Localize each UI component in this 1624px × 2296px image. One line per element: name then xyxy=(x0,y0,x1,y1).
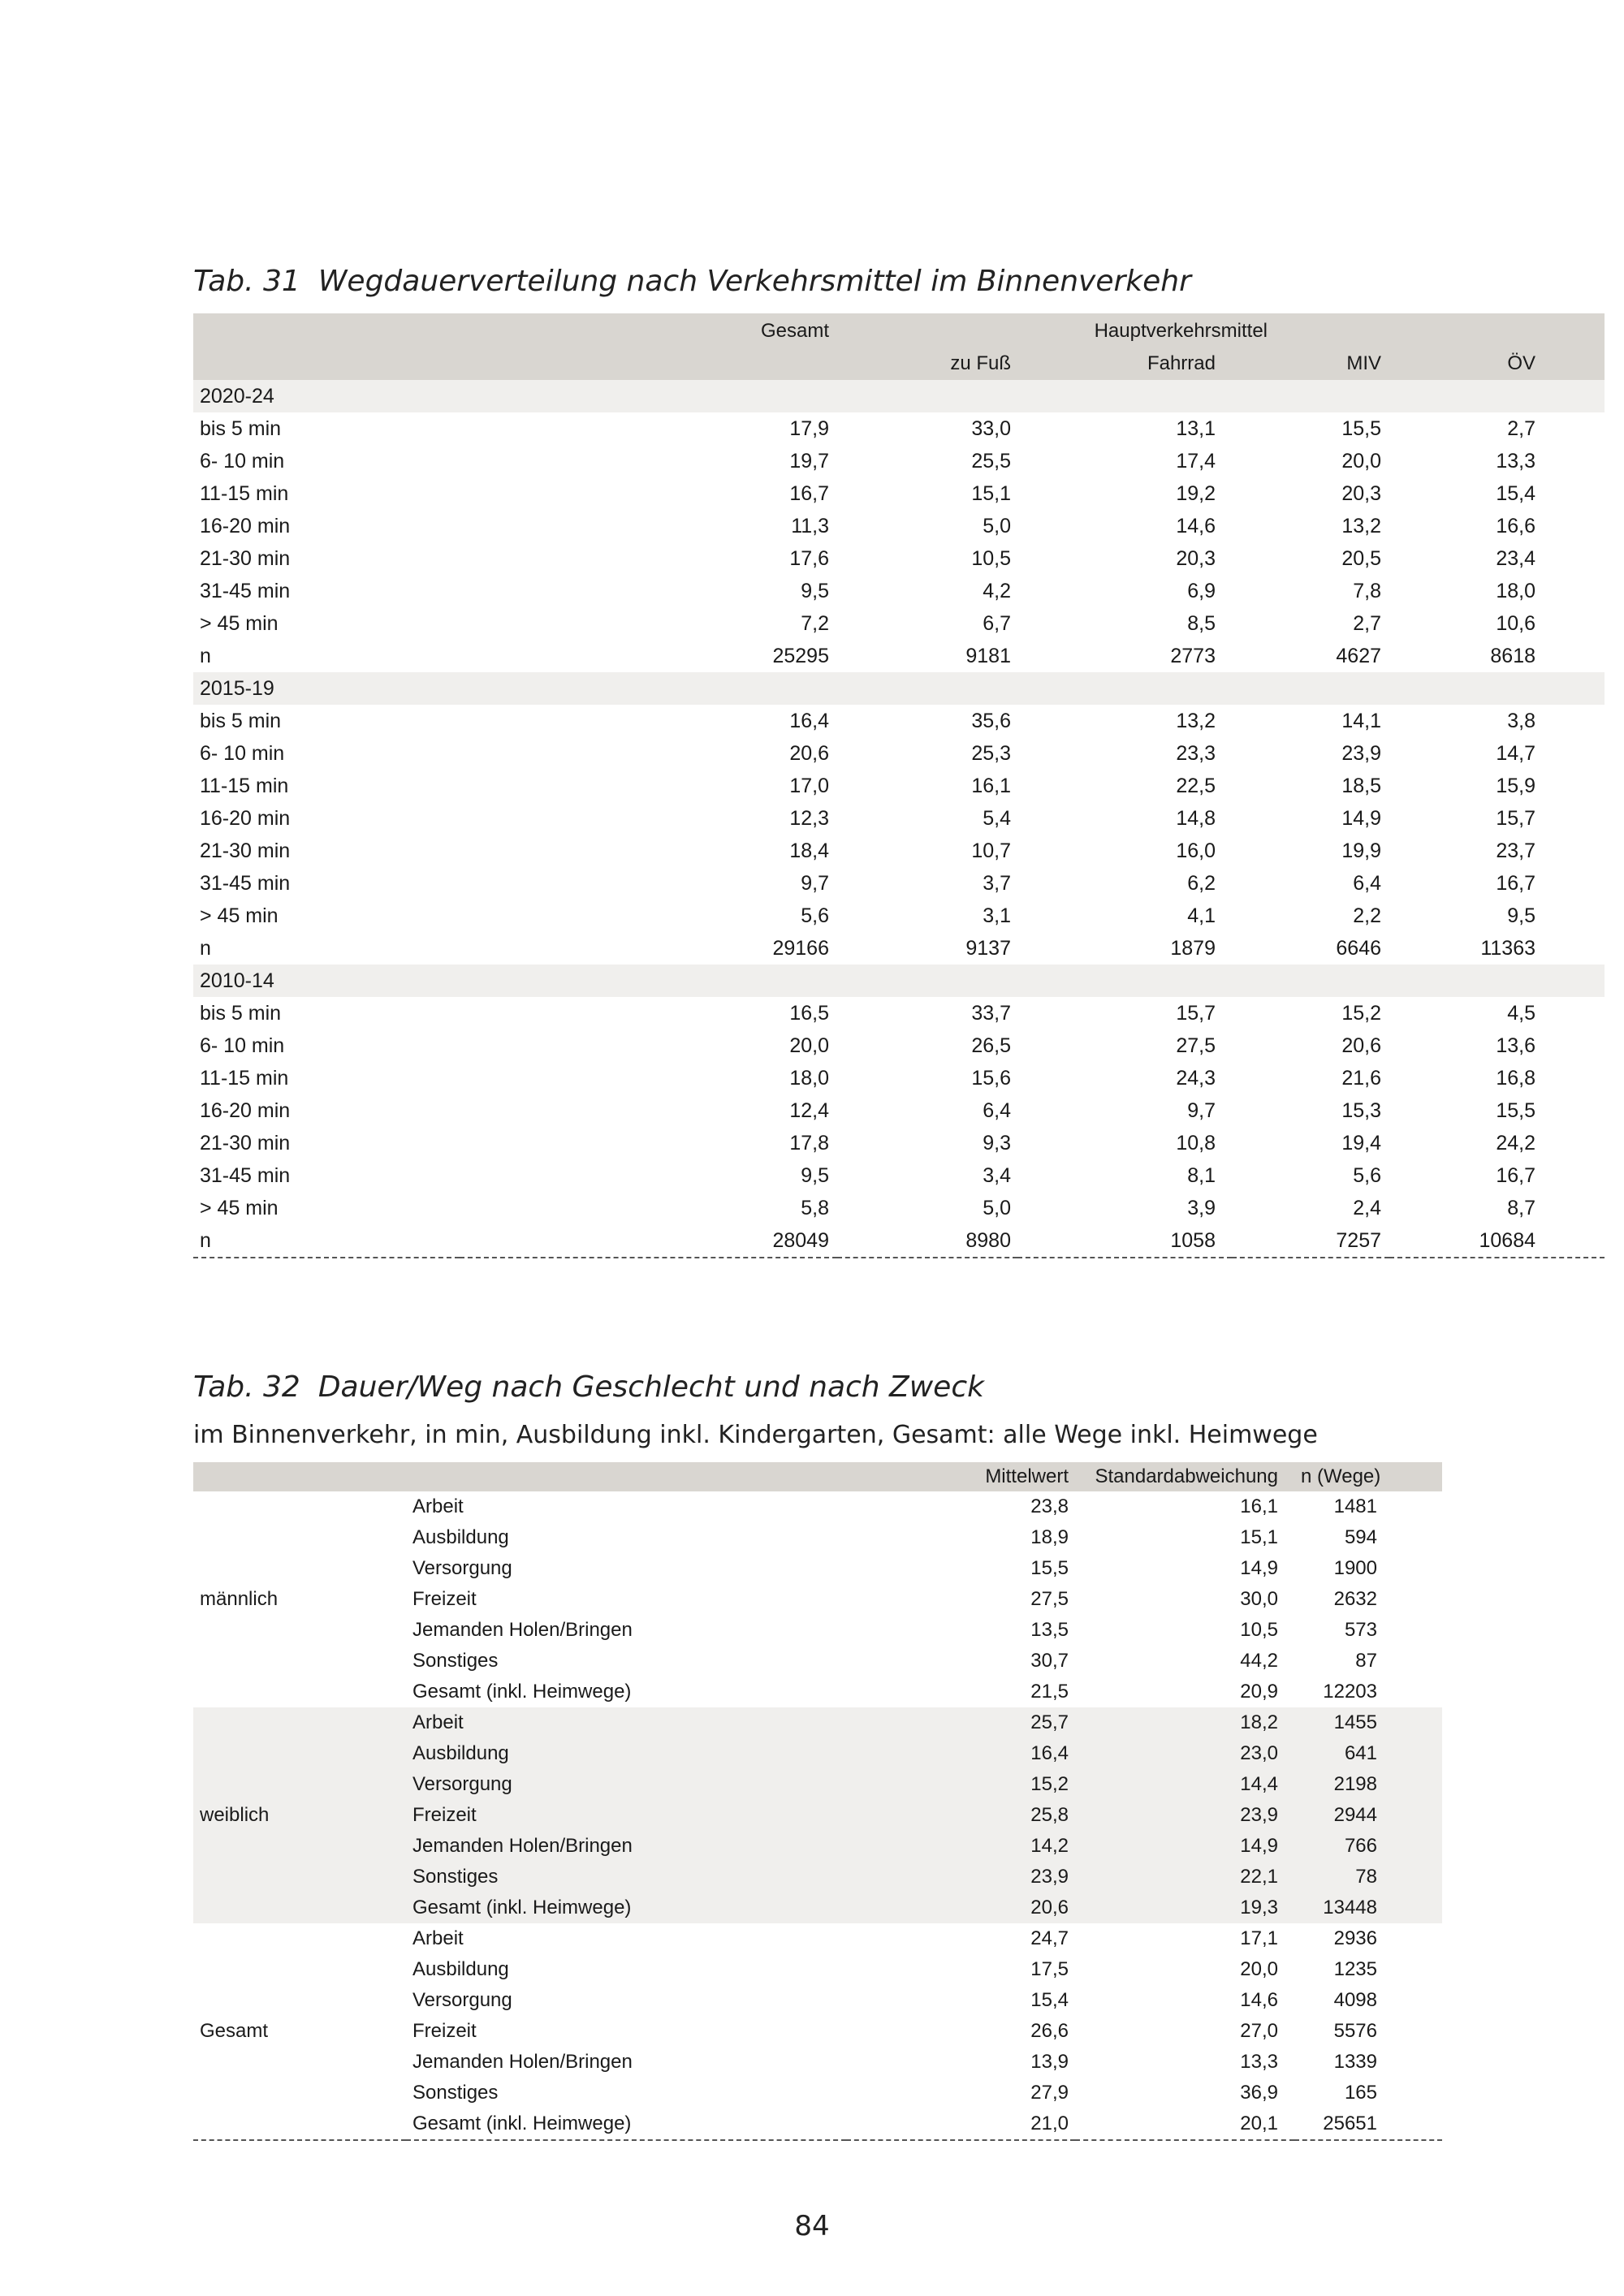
tab31-row-label: 16-20 min xyxy=(200,1098,291,1122)
tab32-cell: 15,5 xyxy=(1030,1557,1069,1579)
tab31-header-group: Hauptverkehrsmittel xyxy=(1017,313,1389,347)
tab32-caption: Dauer/Weg nach Geschlecht und nach Zweck xyxy=(317,1370,984,1404)
tab31-title xyxy=(193,265,1191,298)
tab31-cell: 10,8 xyxy=(1176,1131,1216,1154)
tab31-data-row xyxy=(193,445,1605,477)
tab32-cell: 594 xyxy=(1344,1526,1377,1548)
tab32-number: Tab. 32 xyxy=(193,1370,300,1404)
tab32-cell: 25651 xyxy=(1294,2108,1442,2140)
tab32-col-standardabweichung: Standardabweichung xyxy=(1075,1462,1294,1491)
tab32-purpose-label: Ausbildung xyxy=(412,1958,509,1980)
tab31-cell: 12,4 xyxy=(789,1098,829,1122)
tab31-number: Tab. 31 xyxy=(193,265,300,298)
tab31-cell: 15,5 xyxy=(1341,416,1382,440)
tab32-purpose-label: Jemanden Holen/Bringen xyxy=(406,1831,846,1862)
tab32-cell: 2632 xyxy=(1333,1588,1377,1610)
tab31-cell: 17,8 xyxy=(789,1131,829,1154)
tab31-cell: 25295 xyxy=(772,644,829,667)
tab32-cell: 23,9 xyxy=(846,1862,1075,1892)
tab31-row-label: n xyxy=(200,644,211,667)
tab31-row-label: 21-30 min xyxy=(200,546,291,570)
tab31-data-row xyxy=(193,575,1605,607)
tab31-data-row xyxy=(193,542,1605,575)
tab31-section-row xyxy=(193,965,1605,997)
tab32-purpose-label: Freizeit xyxy=(412,2020,477,2042)
tab31-cell: 5,8 xyxy=(801,1196,829,1219)
tab31-cell: 3,4 xyxy=(983,1163,1011,1187)
tab31-row-label: 11-15 min xyxy=(200,774,289,797)
tab32-cell: 27,9 xyxy=(1030,2082,1069,2104)
tab32-cell: 10,5 xyxy=(1240,1619,1278,1641)
tab31-cell: 7,8 xyxy=(1353,579,1382,602)
tab31-cell: 21,6 xyxy=(1341,1066,1382,1090)
tab32-purpose-label: Gesamt (inkl. Heimwege) xyxy=(412,1681,632,1703)
tab31-cell: 23,9 xyxy=(1341,741,1382,765)
tab32-col-mittelwert: Mittelwert xyxy=(846,1462,1075,1491)
tab31-cell: 5,0 xyxy=(983,1196,1011,1219)
tab31-cell: 14,1 xyxy=(1341,709,1382,732)
tab31-cell: 9,7 xyxy=(1187,1098,1216,1122)
tab31-cell: 7257 xyxy=(1232,1224,1389,1258)
tab32-cell: 25,7 xyxy=(846,1707,1075,1738)
tab31-col-oev: ÖV xyxy=(1389,347,1605,380)
tab31-cell: 20,6 xyxy=(1341,1034,1382,1057)
tab32-cell: 13,3 xyxy=(1240,2051,1278,2073)
tab32-cell: 21,0 xyxy=(846,2108,1075,2140)
tab32-cell: 17,1 xyxy=(1240,1927,1278,1949)
tab31-data-row xyxy=(193,997,1605,1029)
tab32-group-label: männlich xyxy=(200,1588,279,1610)
tab31-cell: 8980 xyxy=(837,1224,1017,1258)
tab32-data-row xyxy=(193,1707,1442,1738)
tab31-row-label: > 45 min xyxy=(200,1196,279,1219)
tab31-cell: 6,7 xyxy=(983,611,1011,635)
tab32-purpose-label: Freizeit xyxy=(406,1800,846,1831)
tab32-cell: 30,7 xyxy=(1030,1650,1069,1672)
tab32-cell: 13448 xyxy=(1294,1892,1442,1923)
tab31-data-row xyxy=(193,1029,1605,1062)
tab31-row-label: bis 5 min xyxy=(200,1001,282,1025)
tab31-cell: 6,4 xyxy=(1353,871,1382,895)
tab31-row-label: n xyxy=(193,1224,460,1258)
tab31-cell: 16,6 xyxy=(1496,514,1536,537)
tab31-row-label: 21-30 min xyxy=(200,1131,291,1154)
tab31-cell: 23,7 xyxy=(1496,839,1536,862)
tab32-cell: 4098 xyxy=(1333,1989,1377,2011)
tab31-data-row xyxy=(193,477,1605,510)
tab31-cell: 27,5 xyxy=(1176,1034,1216,1057)
tab31-cell: 15,3 xyxy=(1341,1098,1382,1122)
tab31-cell: 2773 xyxy=(1170,644,1216,667)
tab31-row-label: 6- 10 min xyxy=(200,449,285,473)
tab31-cell: 25,3 xyxy=(971,741,1011,765)
tab31-cell: 6,9 xyxy=(1187,579,1216,602)
tab32-purpose-label: Freizeit xyxy=(412,1588,477,1610)
tab31-row-label: 16-20 min xyxy=(200,514,291,537)
tab32-purpose-label: Versorgung xyxy=(412,1989,512,2011)
tab31-cell: 8,7 xyxy=(1507,1196,1536,1219)
tab31-cell: 10,5 xyxy=(971,546,1011,570)
tab31-data-row xyxy=(193,900,1605,932)
tab32-cell: 2198 xyxy=(1294,1769,1442,1800)
tab31-cell: 13,6 xyxy=(1496,1034,1536,1057)
tab32-data-row xyxy=(193,1491,1442,1522)
tab31-col-fahrrad: Fahrrad xyxy=(1017,347,1232,380)
tab31-data-row xyxy=(193,770,1605,802)
tab31-cell: 16,7 xyxy=(1496,1163,1536,1187)
tab31-row-label: 11-15 min xyxy=(200,481,289,505)
tab31-row-label: bis 5 min xyxy=(200,416,282,440)
tab31-cell: 29166 xyxy=(772,936,829,960)
tab31-cell: 2,7 xyxy=(1507,416,1536,440)
tab32-cell: 26,6 xyxy=(1030,2020,1069,2042)
tab31-cell: 15,1 xyxy=(971,481,1011,505)
tab31-cell: 20,3 xyxy=(1341,481,1382,505)
tab31-cell: 9,5 xyxy=(1507,904,1536,927)
tab32-cell: 25,8 xyxy=(846,1800,1075,1831)
tab31-row-label: 31-45 min xyxy=(200,579,291,602)
tab32-cell: 21,5 xyxy=(1030,1681,1069,1703)
tab31-row-label: > 45 min xyxy=(200,611,279,635)
tab32-purpose-label: Sonstiges xyxy=(412,2082,499,2104)
tab31-cell: 11,3 xyxy=(791,514,829,537)
tab31-cell: 17,0 xyxy=(789,774,829,797)
tab31-data-row xyxy=(193,640,1605,672)
tab32-cell: 44,2 xyxy=(1240,1650,1278,1672)
tab32-cell: 1455 xyxy=(1294,1707,1442,1738)
tab32-cell: 14,4 xyxy=(1075,1769,1294,1800)
tab32-cell: 13,5 xyxy=(1030,1619,1069,1641)
tab31-data-row xyxy=(193,412,1605,445)
tab31-row-label: 21-30 min xyxy=(200,839,291,862)
tab32-cell: 2944 xyxy=(1294,1800,1442,1831)
tab31-cell: 1879 xyxy=(1170,936,1216,960)
tab31-cell: 9,5 xyxy=(801,579,829,602)
tab31-cell: 15,9 xyxy=(1496,774,1536,797)
tab32-cell: 573 xyxy=(1344,1619,1377,1641)
tab31-cell: 8,1 xyxy=(1187,1163,1216,1187)
tab31-cell: 23,4 xyxy=(1496,546,1536,570)
tab32-col-n-wege: n (Wege) xyxy=(1294,1462,1442,1491)
tab31-section-label: 2015-19 xyxy=(193,672,1605,705)
tab31-cell: 19,9 xyxy=(1341,839,1382,862)
tab31-cell: 17,9 xyxy=(789,416,829,440)
tab32-cell: 23,0 xyxy=(1075,1738,1294,1769)
tab31-cell: 18,0 xyxy=(789,1066,829,1090)
tab31-data-row xyxy=(193,1224,1605,1258)
tab31-cell: 13,1 xyxy=(1176,416,1216,440)
tab31-row-label: 11-15 min xyxy=(200,1066,289,1090)
tab31-cell: 20,0 xyxy=(1341,449,1382,473)
tab31-data-row xyxy=(193,1062,1605,1094)
tab32-purpose-label: Ausbildung xyxy=(406,1738,846,1769)
tab31-section-label: 2020-24 xyxy=(193,380,1605,412)
tab31-cell: 23,3 xyxy=(1176,741,1216,765)
tab32-cell: 27,5 xyxy=(1030,1588,1069,1610)
tab31-cell: 18,4 xyxy=(789,839,829,862)
tab32-purpose-label: Sonstiges xyxy=(406,1862,846,1892)
tab31-cell: 2,7 xyxy=(1353,611,1382,635)
tab31-cell: 16,0 xyxy=(1176,839,1216,862)
tab31-data-row xyxy=(193,737,1605,770)
tab32-cell: 15,4 xyxy=(1030,1989,1069,2011)
tab32-purpose-label: Arbeit xyxy=(412,1927,464,1949)
tab31-data-row xyxy=(193,607,1605,640)
tab32-cell: 87 xyxy=(1355,1650,1377,1672)
tab31-cell: 2,2 xyxy=(1353,904,1382,927)
tab32-cell: 18,2 xyxy=(1075,1707,1294,1738)
tab31-cell: 15,6 xyxy=(971,1066,1011,1090)
tab31-cell: 10,6 xyxy=(1496,611,1536,635)
tab31-cell: 8618 xyxy=(1490,644,1536,667)
tab32-cell: 15,1 xyxy=(1240,1526,1278,1548)
tab32-cell: 18,9 xyxy=(1030,1526,1069,1548)
tab32-cell: 16,1 xyxy=(1240,1495,1278,1517)
tab32-purpose-label: Jemanden Holen/Bringen xyxy=(412,2051,633,2073)
tab31-data-row xyxy=(193,705,1605,737)
tab31-cell: 20,5 xyxy=(1341,546,1382,570)
tab31-cell: 9,3 xyxy=(983,1131,1011,1154)
tab32-cell: 766 xyxy=(1294,1831,1442,1862)
tab32-cell: 5576 xyxy=(1333,2020,1377,2042)
tab32-cell: 641 xyxy=(1294,1738,1442,1769)
tab31-data-row xyxy=(193,932,1605,965)
tab32-purpose-label: Versorgung xyxy=(406,1769,846,1800)
tab32-cell: 16,4 xyxy=(846,1738,1075,1769)
tab32-cell: 1900 xyxy=(1333,1557,1377,1579)
tab31-cell: 16,7 xyxy=(789,481,829,505)
tab31-cell: 33,7 xyxy=(971,1001,1011,1025)
tab31-cell: 19,7 xyxy=(789,449,829,473)
tab32-cell: 1339 xyxy=(1333,2051,1377,2073)
tab32-purpose-label: Ausbildung xyxy=(412,1526,509,1548)
tab31-cell: 9,7 xyxy=(801,871,829,895)
tab31-cell: 4,5 xyxy=(1507,1001,1536,1025)
tab32-purpose-label: Arbeit xyxy=(406,1707,846,1738)
tab31-row-label: 31-45 min xyxy=(200,871,291,895)
tab32-group-label: Gesamt xyxy=(193,1923,406,2140)
tab32-purpose-label: Arbeit xyxy=(412,1495,464,1517)
tab31-cell: 17,6 xyxy=(789,546,829,570)
tab32-cell: 14,9 xyxy=(1075,1831,1294,1862)
tab31-cell: 26,5 xyxy=(971,1034,1011,1057)
tab31-cell: 5,0 xyxy=(983,514,1011,537)
tab31-cell: 14,9 xyxy=(1341,806,1382,830)
tab32-cell: 12203 xyxy=(1323,1681,1377,1703)
tab31-cell: 3,8 xyxy=(1507,709,1536,732)
tab31-cell: 12,3 xyxy=(789,806,829,830)
tab31-cell: 6,2 xyxy=(1187,871,1216,895)
tab31-col-zu-fuss: zu Fuß xyxy=(837,347,1017,380)
tab31-cell: 25,5 xyxy=(971,449,1011,473)
tab31-cell: 3,1 xyxy=(983,904,1011,927)
tab31-cell: 15,7 xyxy=(1496,806,1536,830)
tab31-cell: 15,2 xyxy=(1341,1001,1382,1025)
tab32-cell: 23,9 xyxy=(1075,1800,1294,1831)
tab32-cell: 22,1 xyxy=(1075,1862,1294,1892)
tab31-cell: 13,2 xyxy=(1176,709,1216,732)
tab32-purpose-label: Sonstiges xyxy=(412,1650,499,1672)
tab31-cell: 10684 xyxy=(1389,1224,1605,1258)
tab31-data-row xyxy=(193,1159,1605,1192)
tab31-cell: 1058 xyxy=(1017,1224,1232,1258)
tab32-cell: 24,7 xyxy=(1030,1927,1069,1949)
tab31-cell: 18,0 xyxy=(1496,579,1536,602)
tab31-cell: 4,1 xyxy=(1187,904,1216,927)
tab31-cell: 16,8 xyxy=(1496,1066,1536,1090)
tab31-row-label: 31-45 min xyxy=(200,1163,291,1187)
tab32-purpose-label: Jemanden Holen/Bringen xyxy=(412,1619,633,1641)
tab31-caption: Wegdauerverteilung nach Verkehrsmittel im Binnenverkehr xyxy=(317,265,1191,298)
tab31-cell: 16,4 xyxy=(789,709,829,732)
tab31-cell: 20,3 xyxy=(1176,546,1216,570)
tab31-cell: 4,2 xyxy=(983,579,1011,602)
tab31-cell: 19,2 xyxy=(1176,481,1216,505)
tab31-cell: 15,5 xyxy=(1496,1098,1536,1122)
tab31-cell: 4627 xyxy=(1336,644,1382,667)
tab31-cell: 33,0 xyxy=(971,416,1011,440)
tab31-data-row xyxy=(193,802,1605,835)
tab31-cell: 22,5 xyxy=(1176,774,1216,797)
tab32-cell: 13,9 xyxy=(1030,2051,1069,2073)
tab31-cell: 8,5 xyxy=(1187,611,1216,635)
tab31-cell: 16,1 xyxy=(971,774,1011,797)
tab32-cell: 17,5 xyxy=(1030,1958,1069,1980)
tab31-cell: 9181 xyxy=(965,644,1011,667)
tab31-cell: 14,6 xyxy=(1176,514,1216,537)
tab32-cell: 27,0 xyxy=(1240,2020,1278,2042)
tab31-cell: 24,3 xyxy=(1176,1066,1216,1090)
tab32-data-row xyxy=(193,1923,1442,1954)
tab31-data-row xyxy=(193,1094,1605,1127)
tab32-cell: 1481 xyxy=(1333,1495,1377,1517)
tab32-purpose-label: Gesamt (inkl. Heimwege) xyxy=(406,2108,846,2140)
tab31-cell: 14,7 xyxy=(1496,741,1536,765)
tab31-row-label: 6- 10 min xyxy=(200,1034,285,1057)
tab31-cell: 2,4 xyxy=(1353,1196,1382,1219)
tab32-cell: 165 xyxy=(1344,2082,1377,2104)
tab32-cell: 23,8 xyxy=(1030,1495,1069,1517)
tab31-cell: 3,9 xyxy=(1187,1196,1216,1219)
tab31-cell: 35,6 xyxy=(971,709,1011,732)
tab31-row-label: n xyxy=(200,936,211,960)
tab31-cell: 15,7 xyxy=(1176,1001,1216,1025)
tab31-cell: 5,6 xyxy=(801,904,829,927)
tab31-data-row xyxy=(193,835,1605,867)
tab31-row-label: 16-20 min xyxy=(200,806,291,830)
tab32-cell: 30,0 xyxy=(1240,1588,1278,1610)
tab31-cell: 17,4 xyxy=(1176,449,1216,473)
tab31-row-label: bis 5 min xyxy=(200,709,282,732)
tab31-row-label: > 45 min xyxy=(200,904,279,927)
tab31-cell: 7,2 xyxy=(801,611,829,635)
tab31-col-miv: MIV xyxy=(1232,347,1389,380)
tab32-cell: 78 xyxy=(1294,1862,1442,1892)
tab31-cell: 13,3 xyxy=(1496,449,1536,473)
tab31-cell: 6,4 xyxy=(983,1098,1011,1122)
tab31-cell: 20,6 xyxy=(789,741,829,765)
page-number: 84 xyxy=(794,2210,830,2242)
tab31-cell: 20,0 xyxy=(789,1034,829,1057)
tab31-table xyxy=(193,313,1605,1258)
tab32-cell: 19,3 xyxy=(1075,1892,1294,1923)
tab31-cell: 28049 xyxy=(460,1224,837,1258)
tab31-data-row xyxy=(193,1192,1605,1224)
tab31-cell: 13,2 xyxy=(1341,514,1382,537)
tab32-cell: 2936 xyxy=(1333,1927,1377,1949)
tab31-cell: 19,4 xyxy=(1341,1131,1382,1154)
tab32-cell: 20,9 xyxy=(1240,1681,1278,1703)
tab31-cell: 5,6 xyxy=(1353,1163,1382,1187)
tab31-header-row-2 xyxy=(193,347,1605,380)
tab32-title xyxy=(193,1370,984,1404)
tab31-section-row xyxy=(193,380,1605,412)
tab32-cell: 20,0 xyxy=(1240,1958,1278,1980)
tab31-data-row xyxy=(193,867,1605,900)
tab31-section-row xyxy=(193,672,1605,705)
tab31-data-row xyxy=(193,510,1605,542)
tab32-cell: 36,9 xyxy=(1240,2082,1278,2104)
tab31-cell: 11363 xyxy=(1480,936,1536,960)
tab32-cell: 14,2 xyxy=(846,1831,1075,1862)
tab31-header-gesamt: Gesamt xyxy=(460,313,837,347)
tab32-cell: 20,6 xyxy=(846,1892,1075,1923)
tab31-cell: 15,4 xyxy=(1496,481,1536,505)
tab31-cell: 14,8 xyxy=(1176,806,1216,830)
tab31-cell: 16,5 xyxy=(789,1001,829,1025)
tab31-cell: 16,7 xyxy=(1496,871,1536,895)
tab32-cell: 1235 xyxy=(1333,1958,1377,1980)
tab32-group-label: weiblich xyxy=(193,1707,406,1923)
tab31-section-label: 2010-14 xyxy=(193,965,1605,997)
tab32-purpose-label: Versorgung xyxy=(412,1557,512,1579)
tab31-cell: 6646 xyxy=(1336,936,1382,960)
tab32-cell: 15,2 xyxy=(846,1769,1075,1800)
tab32-cell: 14,9 xyxy=(1240,1557,1278,1579)
tab31-cell: 24,2 xyxy=(1496,1131,1536,1154)
tab31-cell: 9,5 xyxy=(801,1163,829,1187)
tab31-row-label: 6- 10 min xyxy=(200,741,285,765)
tab31-cell: 18,5 xyxy=(1341,774,1382,797)
tab32-table xyxy=(193,1462,1442,2141)
tab31-cell: 10,7 xyxy=(971,839,1011,862)
tab31-data-row xyxy=(193,1127,1605,1159)
tab31-header-row-1 xyxy=(193,313,1605,347)
tab32-subtitle: im Binnenverkehr, in min, Ausbildung inkl. Kindergarten, Gesamt: alle Wege inkl. Heimwege xyxy=(193,1421,1318,1449)
tab32-purpose-label: Gesamt (inkl. Heimwege) xyxy=(406,1892,846,1923)
tab32-header-row xyxy=(193,1462,1442,1491)
tab31-cell: 3,7 xyxy=(983,871,1011,895)
tab31-cell: 9137 xyxy=(965,936,1011,960)
tab31-cell: 5,4 xyxy=(983,806,1011,830)
tab32-cell: 20,1 xyxy=(1075,2108,1294,2140)
tab32-cell: 14,6 xyxy=(1240,1989,1278,2011)
